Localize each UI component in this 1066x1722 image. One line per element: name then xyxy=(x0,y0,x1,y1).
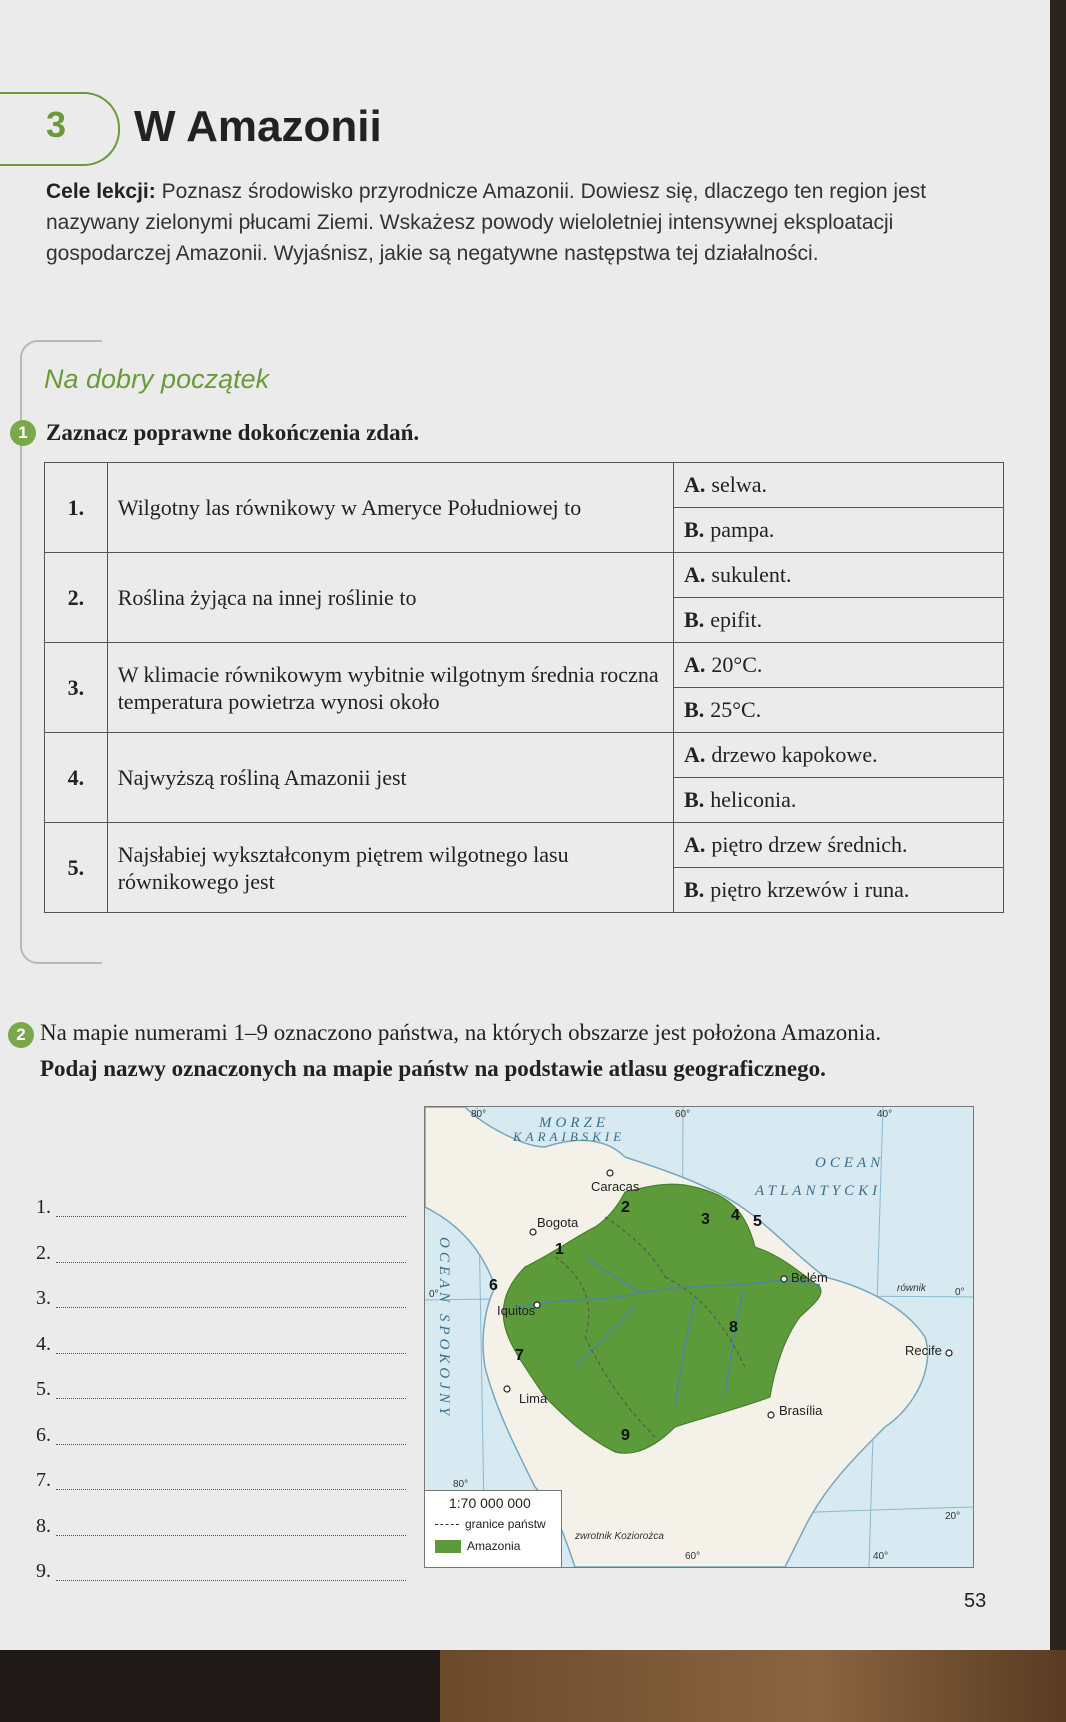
option-b-label: B. xyxy=(684,787,705,812)
country-number-1: 1 xyxy=(555,1241,564,1258)
option-b-label: B. xyxy=(684,877,705,902)
answer-number: 3. xyxy=(36,1287,51,1309)
answer-line[interactable] xyxy=(56,1489,406,1490)
question-text: Roślina żyjąca na innej roślinie to xyxy=(107,553,673,643)
answer-line[interactable] xyxy=(56,1398,406,1399)
sea-label-atlantic-2: ATLANTYCKI xyxy=(755,1183,882,1199)
legend-borders xyxy=(435,1517,546,1531)
option-a[interactable] xyxy=(674,643,1004,688)
country-number-9: 9 xyxy=(621,1427,630,1444)
degree-40-bottom: 40° xyxy=(873,1551,889,1562)
sea-label-atlantic-1: OCEAN xyxy=(815,1155,885,1171)
degree-0-right: 0° xyxy=(955,1287,965,1298)
answer-number: 1. xyxy=(36,1196,51,1218)
option-b[interactable] xyxy=(674,598,1004,643)
degree-0-left: 0° xyxy=(429,1289,439,1300)
answer-row xyxy=(36,1370,406,1416)
answer-line[interactable] xyxy=(56,1535,406,1536)
green-swatch-icon xyxy=(435,1540,461,1553)
option-b[interactable] xyxy=(674,508,1004,553)
degree-20: 20° xyxy=(945,1511,961,1522)
answer-row xyxy=(36,1461,406,1507)
answer-number: 4. xyxy=(36,1332,51,1355)
page-number: 53 xyxy=(964,1590,987,1612)
option-a-text: drzewo kapokowe. xyxy=(711,742,878,767)
city-caracas: Caracas xyxy=(591,1179,640,1194)
answer-row xyxy=(36,1552,406,1598)
question-number: 2. xyxy=(45,553,108,643)
amazon-map xyxy=(424,1106,974,1568)
question-number: 3. xyxy=(45,643,108,733)
equator-label: równik xyxy=(897,1283,926,1294)
goals-label: Cele lekcji: xyxy=(46,180,156,203)
section-start-title: Na dobry początek xyxy=(44,364,270,394)
task2-badge: 2 xyxy=(8,1022,34,1048)
option-b-label: B. xyxy=(684,607,705,632)
question-number: 4. xyxy=(45,733,108,823)
question-text: Najsłabiej wykształconym piętrem wilgotnego lasu równikowego jest xyxy=(107,823,673,913)
answer-row xyxy=(36,1416,406,1462)
option-b-text: 25°C. xyxy=(710,697,762,722)
city-recife: Recife xyxy=(905,1343,942,1358)
answer-row xyxy=(36,1507,406,1553)
city-belem: Belém xyxy=(791,1270,828,1285)
question-text: Wilgotny las równikowy w Ameryce Południowej to xyxy=(107,463,673,553)
quiz-row xyxy=(45,553,1004,598)
quiz-row xyxy=(45,823,1004,868)
task1-instruction: Zaznacz poprawne dokończenia zdań. xyxy=(46,420,420,445)
sea-label-pacific: OCEAN SPOKOJNY xyxy=(436,1237,452,1420)
lesson-number: 3 xyxy=(46,104,67,145)
answer-row xyxy=(36,1279,406,1325)
answer-line[interactable] xyxy=(56,1216,406,1217)
lesson-title: W Amazonii xyxy=(134,102,382,151)
task2-line2: Podaj nazwy oznaczonych na mapie państw na podstawie atlasu geograficznego. xyxy=(40,1056,826,1081)
task2-line1: Na mapie numerami 1–9 oznaczono państwa, na których obszarze jest położona Amazonia. xyxy=(40,1020,882,1045)
option-b-text: pampa. xyxy=(710,517,775,542)
option-a-text: sukulent. xyxy=(711,562,792,587)
answer-lines xyxy=(36,1188,406,1598)
legend-borders-label: granice państw xyxy=(465,1517,546,1531)
country-number-3: 3 xyxy=(701,1211,710,1228)
option-a-label: A. xyxy=(684,472,706,497)
option-b-text: heliconia. xyxy=(710,787,797,812)
option-b[interactable] xyxy=(674,778,1004,823)
answer-number: 8. xyxy=(36,1514,51,1537)
option-a[interactable] xyxy=(674,823,1004,868)
map-scale: 1:70 000 000 xyxy=(449,1495,531,1511)
degree-60-top: 60° xyxy=(675,1109,691,1120)
answer-line[interactable] xyxy=(56,1262,406,1263)
quiz-row xyxy=(45,643,1004,688)
country-number-8: 8 xyxy=(729,1319,738,1336)
option-a[interactable] xyxy=(674,463,1004,508)
option-b-text: piętro krzewów i runa. xyxy=(710,877,910,902)
city-bogota: Bogota xyxy=(537,1215,579,1230)
map-legend xyxy=(425,1490,562,1567)
option-a-text: piętro drzew średnich. xyxy=(711,832,908,857)
dashed-line-icon xyxy=(435,1524,459,1525)
lesson-goals xyxy=(46,176,946,269)
option-b-label: B. xyxy=(684,517,705,542)
country-number-7: 7 xyxy=(515,1347,524,1364)
answer-line[interactable] xyxy=(56,1580,406,1581)
answer-row xyxy=(36,1188,406,1234)
table-surface-wood xyxy=(440,1650,1066,1722)
country-number-6: 6 xyxy=(489,1277,498,1294)
option-b[interactable] xyxy=(674,868,1004,913)
degree-60-bottom: 60° xyxy=(685,1551,701,1562)
answer-line[interactable] xyxy=(56,1444,406,1445)
option-b[interactable] xyxy=(674,688,1004,733)
quiz-row xyxy=(45,733,1004,778)
goals-text: Poznasz środowisko przyrodnicze Amazonii. Dowiesz się, dlaczego ten region jest nazywany zielonymi płucami Ziemi. Wskażesz powody wieloletniej intensywnej eksploatacji gospodarczej Amazonii. Wyjaśnisz, jakie są negatywne następstwa tej działalności. xyxy=(46,180,927,265)
task1-badge: 1 xyxy=(10,420,36,446)
sea-label-caribbean-2: KARAIBSKIE xyxy=(513,1129,626,1144)
country-number-2: 2 xyxy=(621,1199,630,1216)
city-brasilia: Brasília xyxy=(779,1403,823,1418)
answer-line[interactable] xyxy=(56,1353,406,1354)
question-number: 1. xyxy=(45,463,108,553)
answer-line[interactable] xyxy=(56,1307,406,1308)
answer-number: 6. xyxy=(36,1423,51,1446)
option-b-label: B. xyxy=(684,697,705,722)
option-a[interactable] xyxy=(674,553,1004,598)
answer-number: 9. xyxy=(36,1560,51,1582)
country-number-4: 4 xyxy=(731,1207,740,1224)
legend-amazon-label: Amazonia xyxy=(467,1539,521,1553)
question-number: 5. xyxy=(45,823,108,913)
answer-row xyxy=(36,1325,406,1371)
option-b-text: epifit. xyxy=(710,607,763,632)
option-a-label: A. xyxy=(684,832,706,857)
tropic-label: zwrotnik Koziorożca xyxy=(575,1531,664,1542)
sea-label-caribbean-1: MORZE xyxy=(539,1115,609,1131)
option-a-text: selwa. xyxy=(711,472,768,497)
country-number-5: 5 xyxy=(753,1213,762,1230)
option-a-label: A. xyxy=(684,652,706,677)
degree-40-top: 40° xyxy=(877,1109,893,1120)
table-surface-dark xyxy=(0,1650,440,1722)
degree-80-bottom: 80° xyxy=(453,1479,469,1490)
task1-table xyxy=(44,462,1004,913)
option-a[interactable] xyxy=(674,733,1004,778)
answer-number: 7. xyxy=(36,1469,51,1491)
question-text: W klimacie równikowym wybitnie wilgotnym średnia roczna temperatura powietrza wynosi około xyxy=(107,643,673,733)
question-text: Najwyższą rośliną Amazonii jest xyxy=(107,733,673,823)
answer-row xyxy=(36,1234,406,1280)
answer-number: 5. xyxy=(36,1378,51,1400)
option-a-label: A. xyxy=(684,562,706,587)
answer-number: 2. xyxy=(36,1241,51,1264)
city-iquitos: Iquitos xyxy=(497,1303,536,1318)
degree-80-top: 80° xyxy=(471,1109,487,1120)
legend-amazon xyxy=(435,1539,520,1553)
option-a-text: 20°C. xyxy=(711,652,763,677)
option-a-label: A. xyxy=(684,742,706,767)
city-lima: Lima xyxy=(519,1391,548,1406)
quiz-row xyxy=(45,463,1004,508)
